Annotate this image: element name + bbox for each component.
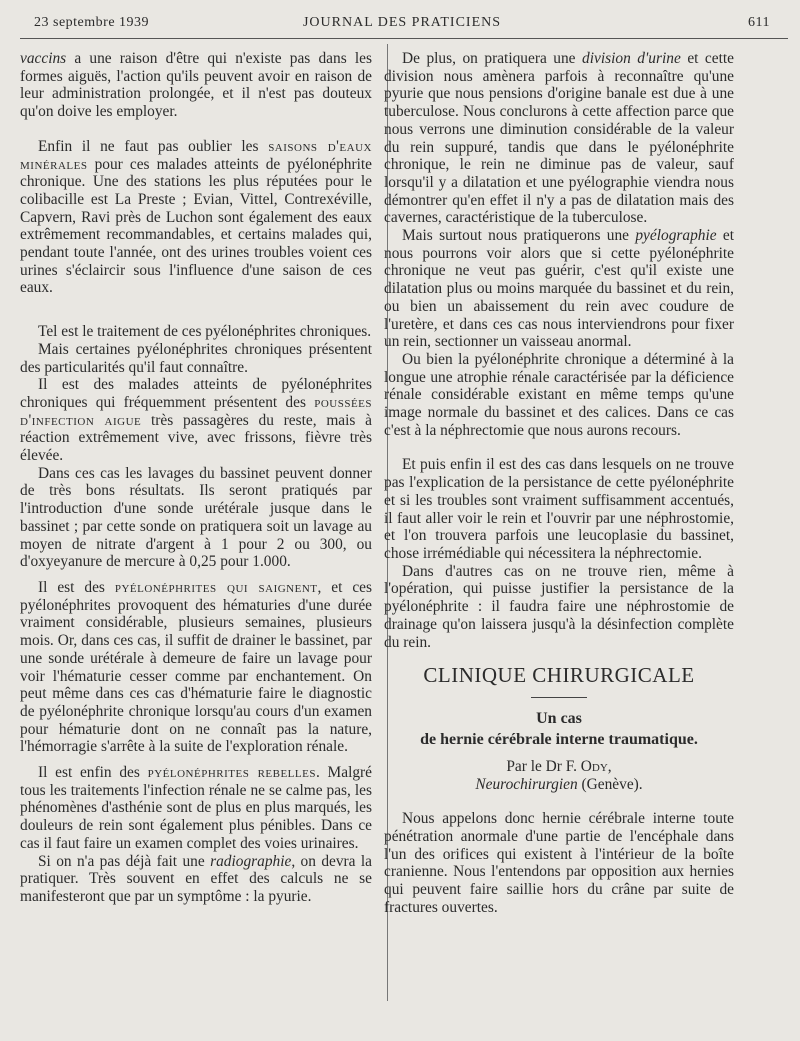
- right-column: [384, 50, 734, 917]
- paragraph: Dans d'autres cas on ne trouve rien, même à l'opération, qui puisse justifier la persistance de la pyélonéphrite : il faudra faire une néphrostomie de drainage qu'on laissera jusqu'à la désinfection complète du rein.: [384, 562, 734, 651]
- paragraph: Dans ces cas les lavages du bassinet peuvent donner de très bons résultats. Ils seront pratiqués par l'introduction d'une sonde urétérale jusque dans le bassinet ; par cette sonde on pratiquera soit un lavage au moyen de nitrate d'argent à 1 pour 2 ou 300, ou d'oxyeyanure de mercure à 0,25 pour 1.000.: [20, 464, 372, 571]
- paragraph: Mais certaines pyélonéphrites chroniques présentent des particularités qu'il faut connaître.: [20, 340, 372, 376]
- paragraph-text: et cette division nous amènera parfois à reconnaître qu'une pyurie que nous pensions d'origine banale est due à une tuberculose. Nous conclurons à cette affection parce que nous verrons une diminution considérable de la valeur du rein suppuré, tandis que dans le pyélonéphrite chronique, le rein ne diminue pas de valeur, sauf lorsqu'il y a dilatation et une pyélographie viendra nous démontrer qu'en effet il n'y a pas de dilatation mais des cavernes, caractéristique de la tuberculose.: [384, 50, 734, 227]
- emphasis: pyélographie: [635, 227, 717, 245]
- paragraph-text: . Malgré tous les traitements l'infection rénale ne se calme pas, les phénomènes d'asthénie sont de plus en plus marqués, les douleurs de rein sont également plus pénibles. Dans ce cas il faut faire un examen complet des voies urinaires.: [20, 764, 372, 852]
- byline-prefix: Par le Dr: [506, 757, 562, 775]
- paragraph: [20, 764, 372, 853]
- paragraph-text: , on devra la pratiquer. Très souvent en effet des calculs ne se manifesteront que par un symptôme : la pyurie.: [20, 852, 372, 905]
- issue-date: 23 septembre 1939: [34, 15, 150, 30]
- paragraph: [384, 227, 734, 351]
- small-caps-term: saisons d'eaux minérales: [20, 137, 372, 173]
- affiliation-place: (Genève).: [581, 775, 643, 793]
- left-column: [20, 50, 372, 906]
- header-rule: [20, 38, 788, 39]
- paragraph-text: Si on n'a pas déjà fait une: [38, 852, 205, 870]
- paragraph: [20, 579, 372, 756]
- byline: [384, 758, 734, 776]
- page-number: 611: [748, 15, 770, 30]
- paragraph: Tel est le traitement de ces pyélonéphrites chroniques.: [38, 323, 372, 341]
- paragraph-text: Il est enfin des: [38, 764, 140, 782]
- paragraph-text: Il est des malades atteints de pyélonéphrites chroniques qui fréquemment présentent des: [20, 376, 372, 411]
- paragraph: [20, 853, 372, 906]
- paragraph: [20, 50, 372, 121]
- paragraph-text: a une raison d'être qui n'existe pas dans les formes aiguës, l'action qu'ils peuvent avoir en raison de leur administration prolongée, et il n'est pas douteux qu'on doive les employer.: [20, 50, 372, 121]
- paragraph: Nous appelons donc hernie cérébrale interne toute pénétration anormale d'une partie de l'encéphale dans l'un des orifices qui existent à l'intérieur de la boîte cranienne. Nous l'entendons par opposition aux hernies qui peuvent faire saillie hors du crâne par suite de fractures ouvertes.: [384, 810, 734, 916]
- running-header: [34, 13, 770, 35]
- paragraph-text: pour ces malades atteints de pyélonéphrite chronique. Une des stations les plus réputées pour le colibacille est La Preste ; Evian, Vittel, Contrexéville, Capvern, Ravi près de Luchon sont également des eaux extrêmement recommandables, et certains malades qui, pendant toute l'année, ont des urines troubles voient ces urines s'éclaircir sous l'influence d'une saison de ces eaux.: [20, 155, 372, 297]
- small-caps-term: pyélonéphrites rebelles: [147, 764, 316, 782]
- paragraph: Et puis enfin il est des cas dans lesquels on ne trouve pas l'explication de la persistance de cette pyélonéphrite et si les troubles sont vraiment suffisamment accentués, il faut aller voir le rein et l'ouvrir par une néphrostomie, et l'on trouvera parfois une leucoplasie du bassinet, chose irrémédiable qui nécessitera la néphrectomie.: [384, 456, 734, 562]
- paragraph: Ou bien la pyélonéphrite chronique a déterminé à la longue une atrophie rénale caractérisée par la déficience rénale considérable existant en même temps qu'une image normale du bassinet et des calices. Dans ce cas c'est à la néphrectomie que nous aurons recours.: [384, 350, 734, 439]
- paragraph-text: très passagères du reste, mais à réaction extrêmement vive, avec frissons, fièvre très élevée.: [20, 411, 372, 465]
- section-heading-block: [384, 663, 734, 793]
- emphasis: vaccins: [20, 50, 67, 67]
- author-name: F. Ody,: [565, 757, 612, 775]
- paragraph: [20, 376, 372, 465]
- paragraph: [20, 138, 372, 297]
- emphasis: radiographie: [210, 852, 292, 870]
- paragraph-text: Il est des: [38, 578, 105, 596]
- paragraph-text: De plus, on pratiquera une: [402, 50, 576, 67]
- journal-title: JOURNAL DES PRATICIENS: [302, 15, 502, 30]
- small-caps-term: poussées d'infection aigue: [20, 393, 372, 429]
- title-rule: [531, 697, 587, 698]
- affiliation: [384, 776, 734, 794]
- affiliation-role: Neurochirurgien: [475, 775, 578, 793]
- article-title-line-2: de hernie cérébrale interne traumatique.: [420, 730, 698, 748]
- small-caps-term: pyélonéphrites qui saignent: [114, 578, 318, 596]
- section-title: CLINIQUE CHIRURGICALE: [423, 663, 695, 688]
- paragraph-text: Enfin il ne faut pas oublier les: [38, 137, 259, 155]
- paragraph: [384, 50, 734, 227]
- emphasis: division d'urine: [582, 50, 681, 67]
- paragraph-text: , et ces pyélonéphrites provoquent des hématuries d'une durée vraiment considérable, plusieurs semaines, plusieurs mois. Or, dans ces cas, il suffit de drainer le bassinet, par une sonde urétérale à demeure de faire un lavage pour voir l'hématurie cesser comme par enchantement. On peut même dans ces cas d'hématurie faire le diagnostic de pyélonéphrite chronique lorsqu'au cours d'un examen pour hématurie dont on ne connaît pas la nature, l'hémorragie s'arrête à la suite de l'exploration rénale.: [20, 578, 373, 756]
- paragraph-text: et nous pourrons voir alors que si cette pyélonéphrite chronique ne veut pas guérir, c'est qu'il existe une dilatation plus ou moins marquée du bassinet et du rein, ou bien un abaissement du rein avec coudure de l'uretère, et dans ces cas nous interviendrons pour fixer un rein, sectionner un vaisseau anormal.: [384, 227, 735, 351]
- article-title-line-1: Un cas: [536, 709, 582, 727]
- paragraph-text: Mais surtout nous pratiquerons une: [402, 227, 630, 245]
